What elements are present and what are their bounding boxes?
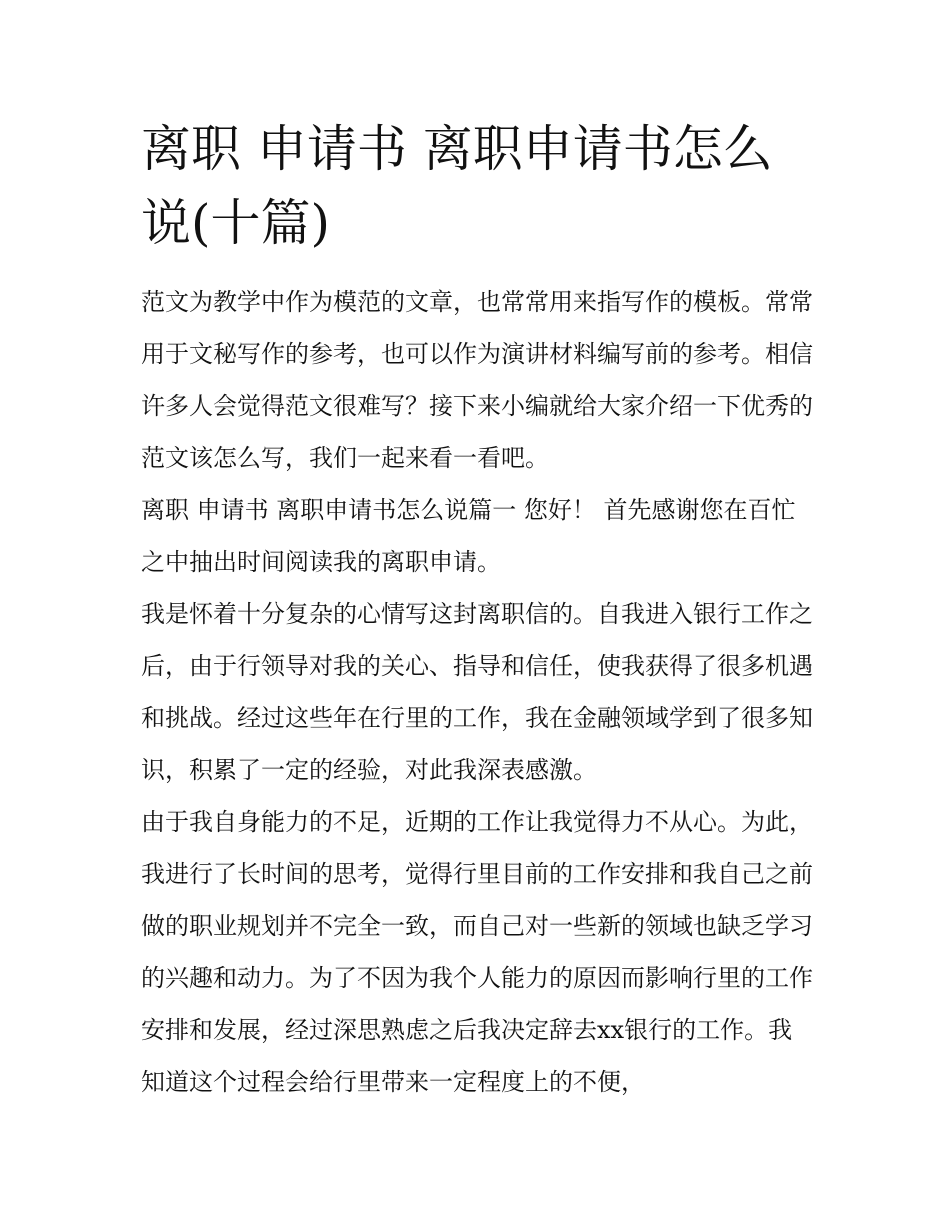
paragraph-intro: 范文为教学中作为模范的文章，也常常用来指写作的模板。常常用于文秘写作的参考，也可以作为演讲材料编写前的参考。相信许多人会觉得范文很难写？接下来小编就给大家介绍一下优秀的范文该怎么写，我们一起来看一看吧。: [141, 288, 813, 472]
title-spacer: [141, 260, 813, 276]
document-title: [141, 112, 813, 260]
paragraph-gratitude: 我是怀着十分复杂的心情写这封离职信的。自我进入银行工作之后，由于行领导对我的关心、指导和信任，使我获得了很多机遇和挑战。经过这些年在行里的工作，我在金融领域学到了很多知识，积累了一定的经验，对此我深表感激。: [141, 600, 813, 784]
paragraph-greeting: 离职 申请书 离职申请书怎么说篇一 您好！ 首先感谢您在百忙之中抽出时间阅读我的离职申请。: [141, 496, 796, 576]
title-line-2: 说(十篇): [141, 194, 331, 252]
paragraph-reason: 由于我自身能力的不足，近期的工作让我觉得力不从心。为此，我进行了长时间的思考，觉得行里目前的工作安排和我自己之前做的职业规划并不完全一致，而自己对一些新的领域也缺乏学习的兴趣和动力。为了不因为我个人能力的原因而影响行里的工作安排和发展，经过深思熟虑之后我决定辞去xx银行的工作。我知道这个过程会给行里带来一定程度上的不便，: [141, 808, 813, 1096]
document-content: [141, 112, 813, 1108]
title-line-1: 离职 申请书 离职申请书怎么: [141, 120, 773, 178]
